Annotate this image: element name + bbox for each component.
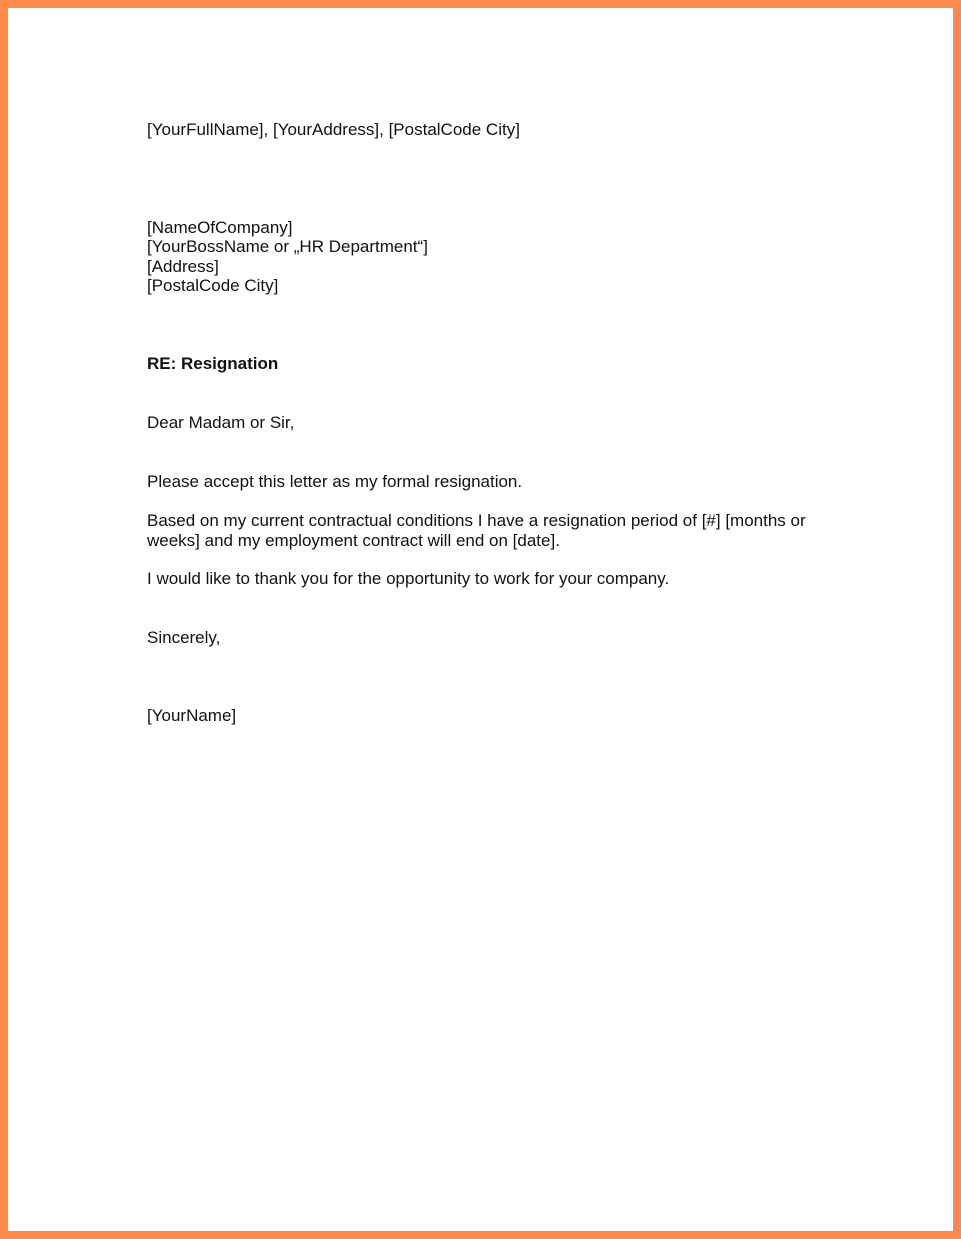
closing: Sincerely, [147, 628, 221, 647]
sender-line: [YourFullName], [YourAddress], [PostalCode City] [147, 120, 520, 139]
salutation: Dear Madam or Sir, [147, 413, 295, 432]
paragraph-1: Please accept this letter as my formal resignation. [147, 472, 523, 491]
paragraph-2-line-2: weeks] and my employment contract will end on [date]. [147, 531, 560, 550]
paragraph-2-line-1: Based on my current contractual conditions I have a resignation period of [#] [months or [147, 511, 806, 530]
subject-line: RE: Resignation [147, 354, 279, 373]
recipient-postal-city: [PostalCode City] [147, 276, 279, 295]
letter-page [8, 8, 953, 1231]
recipient-company: [NameOfCompany] [147, 218, 293, 237]
recipient-address: [Address] [147, 257, 219, 276]
paragraph-3: I would like to thank you for the opportunity to work for your company. [147, 569, 670, 588]
recipient-boss: [YourBossName or „HR Department“] [147, 237, 428, 256]
signature-name: [YourName] [147, 706, 237, 725]
